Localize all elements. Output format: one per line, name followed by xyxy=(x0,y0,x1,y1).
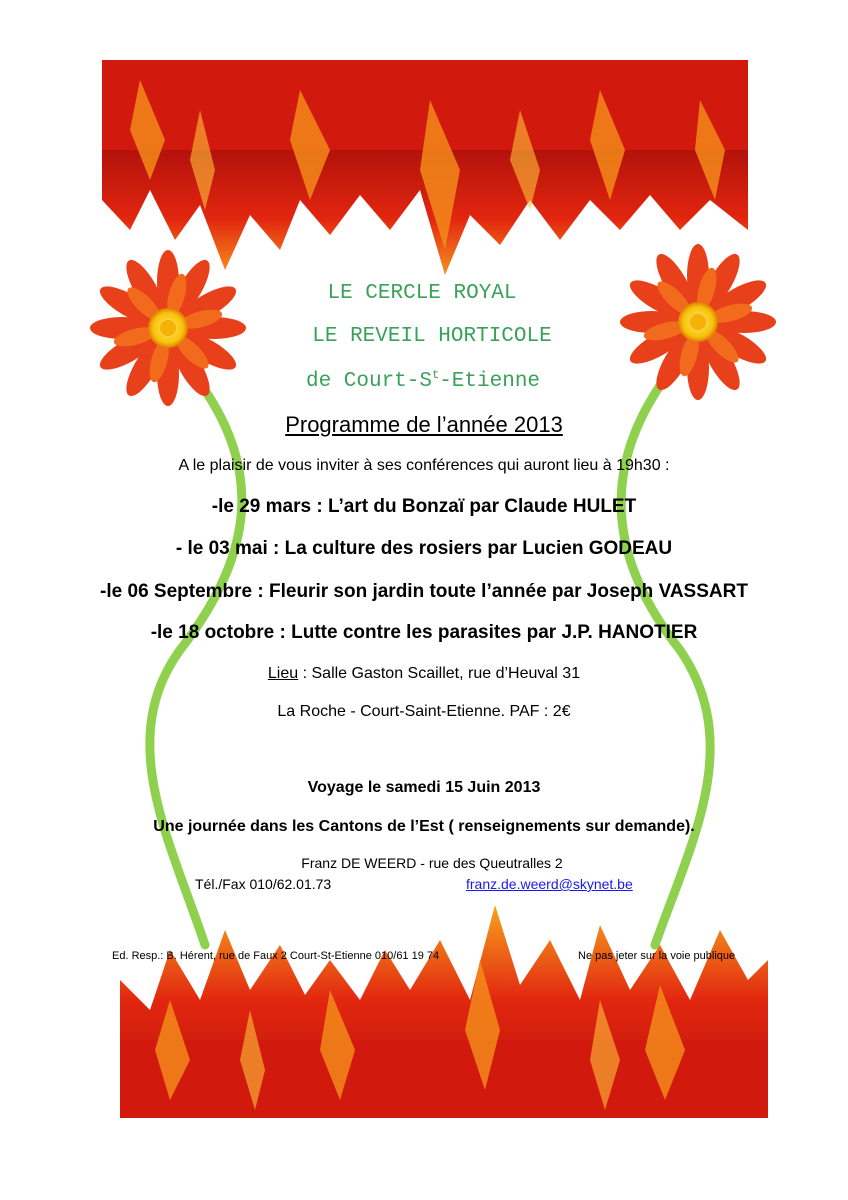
venue-address-text: : Salle Gaston Scaillet, rue d’Heuval 31 xyxy=(298,665,581,682)
club-location-suffix: -Etienne xyxy=(439,370,541,393)
contact-phone: Tél./Fax 010/62.01.73 xyxy=(195,876,332,892)
talk-item: - le 03 mai : La culture des rosiers par Lucien GODEAU xyxy=(175,538,673,559)
autumn-leaves-bottom xyxy=(120,905,768,1118)
program-title: Programme de l’année 2013 xyxy=(285,412,563,437)
publisher-info: Ed. Resp.: B. Hérent, rue de Faux 2 Court-St-Etienne 010/61 19 74 xyxy=(112,950,440,962)
club-name-line-2: LE REVEIL HORTICOLE xyxy=(312,325,552,348)
club-name-line-1: LE CERCLE ROYAL xyxy=(327,282,517,305)
talk-item: -le 29 mars : L’art du Bonzaï par Claude HULET xyxy=(211,496,637,517)
venue-address xyxy=(0,665,848,683)
venue-label: Lieu xyxy=(267,665,299,682)
club-location-prefix: de Court-S xyxy=(305,370,432,393)
contact-name-address: Franz DE WEERD - rue des Queutralles 2 xyxy=(301,855,563,871)
talk-item: -le 06 Septembre : Fleurir son jardin toute l’année par Joseph VASSART xyxy=(100,581,748,602)
venue-city-fee: La Roche - Court-Saint-Etienne. PAF : 2€ xyxy=(277,703,571,720)
contact-email-link[interactable]: franz.de.weerd@skynet.be xyxy=(466,876,633,892)
club-location-superscript: t xyxy=(432,368,440,382)
talk-item: -le 18 octobre : Lutte contre les parasites par J.P. HANOTIER xyxy=(150,622,698,643)
trip-title: Voyage le samedi 15 Juin 2013 xyxy=(307,779,541,796)
club-name-line-3 xyxy=(0,368,847,393)
autumn-leaves-top xyxy=(102,60,748,275)
trip-details: Une journée dans les Cantons de l’Est ( renseignements sur demande). xyxy=(153,818,695,835)
invitation-text: A le plaisir de vous inviter à ses conférences qui auront lieu à 19h30 : xyxy=(178,457,670,474)
littering-notice: Ne pas jeter sur la voie publique xyxy=(578,950,736,962)
